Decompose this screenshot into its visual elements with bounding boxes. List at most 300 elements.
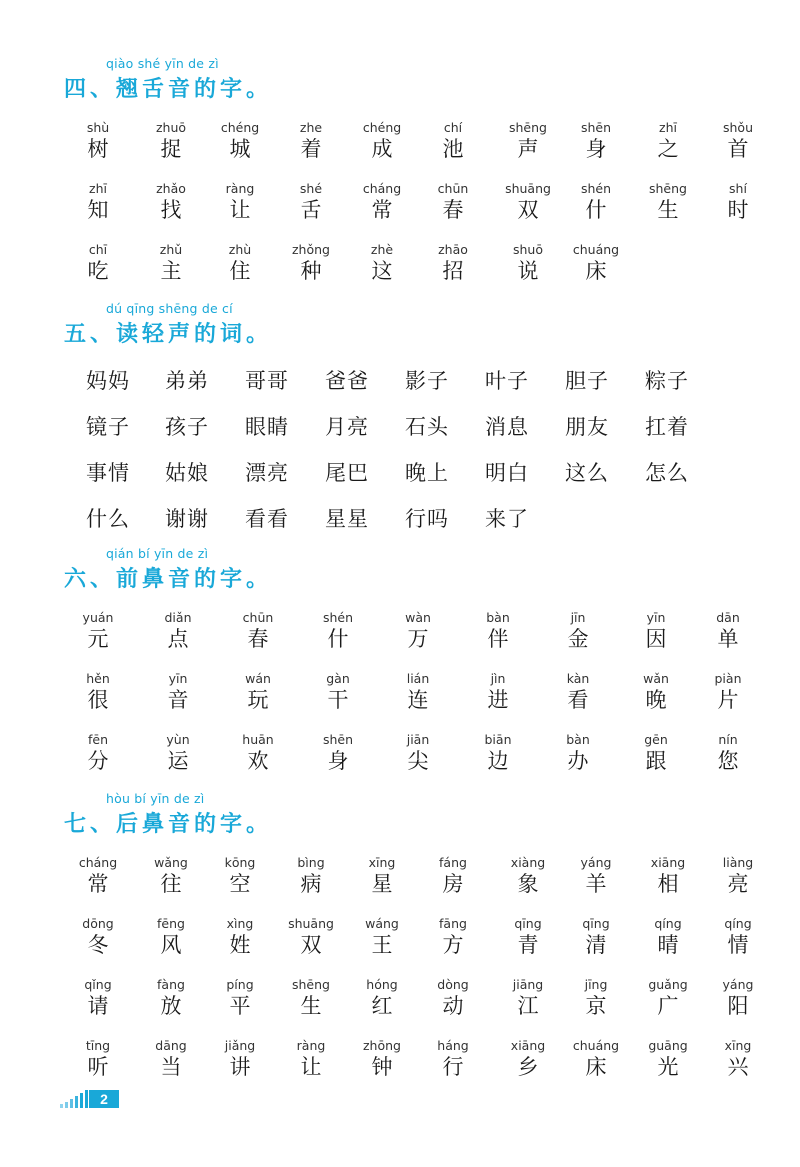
char-card xyxy=(63,671,133,713)
char-hanzi: 乡 xyxy=(517,1055,539,1079)
char-hanzi: 常 xyxy=(371,198,393,222)
char-card xyxy=(63,242,133,284)
char-hanzi: 捉 xyxy=(160,137,182,161)
char-pinyin: diǎn xyxy=(164,610,192,625)
section-heading-pinyin: qián bí yīn de zì xyxy=(106,546,209,561)
char-hanzi: 办 xyxy=(567,749,589,773)
char-hanzi: 亮 xyxy=(727,872,749,896)
char-hanzi: 成 xyxy=(371,137,393,161)
char-pinyin: shén xyxy=(580,181,612,196)
char-hanzi: 听 xyxy=(87,1055,109,1079)
char-card xyxy=(347,855,417,897)
char-pinyin: jīng xyxy=(584,977,608,992)
char-card xyxy=(223,671,293,713)
char-hanzi: 之 xyxy=(657,137,679,161)
section-heading-pinyin: qiào shé yīn de zì xyxy=(106,56,219,71)
word-item: 星星 xyxy=(325,507,369,531)
char-card xyxy=(561,120,631,162)
char-pinyin: fēn xyxy=(87,732,108,747)
char-card xyxy=(543,732,613,774)
char-card xyxy=(418,242,488,284)
char-card xyxy=(347,977,417,1019)
char-card xyxy=(205,181,275,223)
word-item: 镜子 xyxy=(86,415,130,439)
char-card xyxy=(143,671,213,713)
char-pinyin: shuāng xyxy=(505,181,551,196)
char-card xyxy=(205,120,275,162)
char-pinyin: shuō xyxy=(512,242,543,257)
char-hanzi: 广 xyxy=(657,994,679,1018)
char-hanzi: 什 xyxy=(585,198,607,222)
char-pinyin: hóng xyxy=(366,977,398,992)
char-hanzi: 元 xyxy=(87,627,109,651)
char-hanzi: 单 xyxy=(717,627,739,651)
char-card xyxy=(347,1038,417,1080)
char-card xyxy=(543,610,613,652)
char-pinyin: ràng xyxy=(296,1038,326,1053)
char-hanzi: 平 xyxy=(229,994,251,1018)
char-hanzi: 很 xyxy=(87,688,109,712)
char-pinyin: qíng xyxy=(724,916,752,931)
char-pinyin: xīng xyxy=(368,855,396,870)
char-pinyin: chūn xyxy=(242,610,274,625)
char-card xyxy=(223,610,293,652)
char-card xyxy=(543,671,613,713)
char-card xyxy=(303,732,373,774)
char-hanzi: 因 xyxy=(645,627,667,651)
char-card xyxy=(205,977,275,1019)
char-pinyin: ràng xyxy=(225,181,255,196)
char-hanzi: 连 xyxy=(407,688,429,712)
char-pinyin: dāng xyxy=(155,1038,187,1053)
char-pinyin: wǎn xyxy=(643,671,669,686)
char-hanzi: 冬 xyxy=(87,933,109,957)
char-pinyin: wàn xyxy=(405,610,431,625)
section-heading-title: 四、翘舌音的字。 xyxy=(64,77,273,102)
char-pinyin: fáng xyxy=(439,855,467,870)
char-hanzi: 床 xyxy=(585,259,607,283)
char-hanzi: 病 xyxy=(300,872,322,896)
char-hanzi: 舌 xyxy=(300,198,322,222)
word-item: 消息 xyxy=(485,415,529,439)
char-pinyin: lián xyxy=(406,671,430,686)
char-hanzi: 种 xyxy=(300,259,322,283)
char-hanzi: 阳 xyxy=(727,994,749,1018)
char-hanzi: 光 xyxy=(657,1055,679,1079)
char-pinyin: piàn xyxy=(714,671,742,686)
char-hanzi: 相 xyxy=(657,872,679,896)
char-card xyxy=(561,181,631,223)
char-pinyin: fāng xyxy=(439,916,467,931)
char-pinyin: qīng xyxy=(582,916,610,931)
char-hanzi: 动 xyxy=(442,994,464,1018)
word-item: 行吗 xyxy=(405,507,449,531)
char-card xyxy=(136,855,206,897)
char-pinyin: xìng xyxy=(226,916,254,931)
char-hanzi: 姓 xyxy=(229,933,251,957)
char-card xyxy=(276,916,346,958)
word-item: 看看 xyxy=(245,507,289,531)
char-pinyin: xiāng xyxy=(650,855,686,870)
char-pinyin: chuáng xyxy=(572,1038,620,1053)
char-card xyxy=(493,977,563,1019)
char-pinyin: chuáng xyxy=(572,242,620,257)
char-pinyin: dòng xyxy=(437,977,469,992)
char-hanzi: 身 xyxy=(327,749,349,773)
char-pinyin: chí xyxy=(443,120,463,135)
char-pinyin: shēn xyxy=(322,732,354,747)
char-card xyxy=(633,977,703,1019)
word-item: 石头 xyxy=(405,415,449,439)
word-item: 妈妈 xyxy=(86,369,130,393)
char-pinyin: qīng xyxy=(514,916,542,931)
char-card xyxy=(561,855,631,897)
page-footer xyxy=(58,1090,128,1108)
char-card xyxy=(703,916,773,958)
char-pinyin: liàng xyxy=(722,855,754,870)
char-pinyin: wáng xyxy=(365,916,399,931)
char-pinyin: bàn xyxy=(486,610,510,625)
char-hanzi: 常 xyxy=(87,872,109,896)
char-card xyxy=(561,1038,631,1080)
char-hanzi: 您 xyxy=(717,749,739,773)
char-hanzi: 风 xyxy=(160,933,182,957)
char-pinyin: zhù xyxy=(228,242,252,257)
char-hanzi: 进 xyxy=(487,688,509,712)
char-hanzi: 方 xyxy=(442,933,464,957)
word-item: 来了 xyxy=(485,507,529,531)
char-card xyxy=(463,732,533,774)
char-pinyin: zhǎo xyxy=(156,181,186,196)
char-pinyin: zhè xyxy=(370,242,394,257)
char-hanzi: 找 xyxy=(160,198,182,222)
char-pinyin: biān xyxy=(484,732,512,747)
char-hanzi: 身 xyxy=(585,137,607,161)
char-pinyin: gàn xyxy=(326,671,350,686)
char-hanzi: 空 xyxy=(229,872,251,896)
word-item: 眼睛 xyxy=(245,415,289,439)
char-hanzi: 请 xyxy=(87,994,109,1018)
char-pinyin: yīn xyxy=(168,671,188,686)
char-hanzi: 晴 xyxy=(657,933,679,957)
char-pinyin: shēn xyxy=(580,120,612,135)
char-pinyin: tīng xyxy=(85,1038,111,1053)
char-hanzi: 招 xyxy=(442,259,464,283)
char-card xyxy=(493,120,563,162)
section-heading-title: 五、读轻声的词。 xyxy=(64,322,273,347)
char-hanzi: 床 xyxy=(585,1055,607,1079)
char-card xyxy=(276,181,346,223)
word-item: 月亮 xyxy=(325,415,369,439)
char-hanzi: 金 xyxy=(567,627,589,651)
char-card xyxy=(276,120,346,162)
char-card xyxy=(703,977,773,1019)
char-hanzi: 城 xyxy=(229,137,251,161)
section-heading-title: 六、前鼻音的字。 xyxy=(64,567,273,592)
char-card xyxy=(143,610,213,652)
word-item: 明白 xyxy=(485,461,529,485)
word-item: 影子 xyxy=(405,369,449,393)
char-card xyxy=(276,855,346,897)
char-pinyin: jiān xyxy=(406,732,430,747)
char-card xyxy=(633,1038,703,1080)
char-hanzi: 象 xyxy=(517,872,539,896)
char-pinyin: shén xyxy=(322,610,354,625)
char-hanzi: 音 xyxy=(167,688,189,712)
char-pinyin: bàn xyxy=(566,732,590,747)
char-hanzi: 住 xyxy=(229,259,251,283)
word-item: 谢谢 xyxy=(165,507,209,531)
char-pinyin: zhǔ xyxy=(159,242,183,257)
char-hanzi: 首 xyxy=(727,137,749,161)
char-card xyxy=(418,916,488,958)
char-hanzi: 青 xyxy=(517,933,539,957)
char-pinyin: shǒu xyxy=(722,120,753,135)
word-item: 胆子 xyxy=(565,369,609,393)
char-pinyin: qǐng xyxy=(84,977,112,992)
char-pinyin: guǎng xyxy=(648,977,688,992)
char-card xyxy=(63,181,133,223)
char-pinyin: chī xyxy=(88,242,108,257)
char-pinyin: guāng xyxy=(648,1038,688,1053)
char-card xyxy=(63,610,133,652)
char-card xyxy=(383,671,453,713)
char-hanzi: 放 xyxy=(160,994,182,1018)
char-pinyin: jìn xyxy=(490,671,506,686)
char-hanzi: 跟 xyxy=(645,749,667,773)
char-pinyin: shí xyxy=(729,181,747,196)
word-item: 漂亮 xyxy=(245,461,289,485)
char-pinyin: yáng xyxy=(580,855,612,870)
char-card xyxy=(418,977,488,1019)
char-hanzi: 羊 xyxy=(585,872,607,896)
char-hanzi: 生 xyxy=(657,198,679,222)
char-pinyin: gēn xyxy=(644,732,668,747)
char-card xyxy=(63,916,133,958)
char-pinyin: dōng xyxy=(82,916,114,931)
char-hanzi: 什 xyxy=(327,627,349,651)
char-hanzi: 这 xyxy=(371,259,393,283)
char-card xyxy=(493,1038,563,1080)
char-card xyxy=(205,916,275,958)
char-pinyin: jiāng xyxy=(512,977,544,992)
char-hanzi: 玩 xyxy=(247,688,269,712)
char-hanzi: 双 xyxy=(517,198,539,222)
char-pinyin: chéng xyxy=(362,120,402,135)
word-item: 晚上 xyxy=(405,461,449,485)
char-hanzi: 干 xyxy=(327,688,349,712)
char-card xyxy=(136,120,206,162)
char-pinyin: zhuō xyxy=(155,120,187,135)
char-pinyin: zhǒng xyxy=(292,242,330,257)
char-pinyin: wǎng xyxy=(154,855,188,870)
char-hanzi: 声 xyxy=(517,137,539,161)
char-pinyin: shēng xyxy=(649,181,687,196)
word-item: 扛着 xyxy=(645,415,689,439)
char-card xyxy=(621,671,691,713)
char-card xyxy=(205,1038,275,1080)
word-item: 怎么 xyxy=(645,461,689,485)
char-pinyin: zhī xyxy=(659,120,677,135)
char-card xyxy=(223,732,293,774)
char-pinyin: jīn xyxy=(570,610,586,625)
char-card xyxy=(136,1038,206,1080)
char-card xyxy=(63,120,133,162)
char-hanzi: 树 xyxy=(87,137,109,161)
char-card xyxy=(493,181,563,223)
char-card xyxy=(561,242,631,284)
char-card xyxy=(136,916,206,958)
word-item: 爸爸 xyxy=(325,369,369,393)
char-pinyin: shēng xyxy=(292,977,330,992)
word-item: 粽子 xyxy=(645,369,689,393)
char-pinyin: wán xyxy=(245,671,271,686)
char-hanzi: 春 xyxy=(442,198,464,222)
char-hanzi: 行 xyxy=(442,1055,464,1079)
char-hanzi: 运 xyxy=(167,749,189,773)
char-card xyxy=(276,977,346,1019)
char-pinyin: bìng xyxy=(297,855,325,870)
char-pinyin: zhī xyxy=(89,181,107,196)
char-pinyin: hěn xyxy=(86,671,110,686)
char-card xyxy=(463,610,533,652)
char-card xyxy=(703,181,773,223)
char-card xyxy=(63,1038,133,1080)
signal-bars-icon xyxy=(58,1090,88,1108)
char-card xyxy=(276,1038,346,1080)
char-hanzi: 情 xyxy=(727,933,749,957)
char-hanzi: 晚 xyxy=(645,688,667,712)
char-hanzi: 清 xyxy=(585,933,607,957)
char-card xyxy=(383,732,453,774)
char-card xyxy=(63,732,133,774)
char-hanzi: 王 xyxy=(371,933,393,957)
char-card xyxy=(693,671,763,713)
word-item: 这么 xyxy=(565,461,609,485)
char-pinyin: zhōng xyxy=(363,1038,401,1053)
char-card xyxy=(621,732,691,774)
char-pinyin: cháng xyxy=(362,181,402,196)
char-pinyin: shēng xyxy=(509,120,547,135)
char-pinyin: dān xyxy=(716,610,740,625)
char-card xyxy=(276,242,346,284)
char-pinyin: shuāng xyxy=(288,916,334,931)
char-hanzi: 当 xyxy=(160,1055,182,1079)
char-card xyxy=(493,855,563,897)
word-item: 姑娘 xyxy=(165,461,209,485)
char-pinyin: fēng xyxy=(157,916,185,931)
char-hanzi: 生 xyxy=(300,994,322,1018)
char-hanzi: 着 xyxy=(300,137,322,161)
char-pinyin: qíng xyxy=(654,916,682,931)
char-hanzi: 边 xyxy=(487,749,509,773)
char-hanzi: 红 xyxy=(371,994,393,1018)
char-hanzi: 吃 xyxy=(87,259,109,283)
char-card xyxy=(633,855,703,897)
char-card xyxy=(143,732,213,774)
word-item: 什么 xyxy=(86,507,130,531)
char-card xyxy=(633,120,703,162)
char-hanzi: 江 xyxy=(517,994,539,1018)
char-pinyin: fàng xyxy=(157,977,185,992)
char-card xyxy=(418,120,488,162)
char-card xyxy=(621,610,691,652)
char-card xyxy=(136,181,206,223)
word-item: 朋友 xyxy=(565,415,609,439)
char-card xyxy=(693,610,763,652)
char-pinyin: zhe xyxy=(299,120,323,135)
char-hanzi: 兴 xyxy=(727,1055,749,1079)
char-hanzi: 伴 xyxy=(487,627,509,651)
char-card xyxy=(418,181,488,223)
char-hanzi: 万 xyxy=(407,627,429,651)
char-hanzi: 房 xyxy=(442,872,464,896)
char-hanzi: 双 xyxy=(300,933,322,957)
char-card xyxy=(136,242,206,284)
word-item: 尾巴 xyxy=(325,461,369,485)
char-pinyin: píng xyxy=(226,977,254,992)
char-card xyxy=(303,671,373,713)
char-hanzi: 春 xyxy=(247,627,269,651)
char-card xyxy=(347,181,417,223)
char-pinyin: shù xyxy=(86,120,110,135)
char-hanzi: 分 xyxy=(87,749,109,773)
word-item: 叶子 xyxy=(485,369,529,393)
char-card xyxy=(633,181,703,223)
char-card xyxy=(493,916,563,958)
word-item: 弟弟 xyxy=(165,369,209,393)
char-pinyin: xiāng xyxy=(510,1038,546,1053)
char-card xyxy=(561,916,631,958)
char-card xyxy=(418,1038,488,1080)
char-card xyxy=(205,855,275,897)
char-pinyin: nín xyxy=(718,732,738,747)
char-pinyin: kōng xyxy=(224,855,256,870)
char-pinyin: cháng xyxy=(78,855,118,870)
char-hanzi: 时 xyxy=(727,198,749,222)
char-pinyin: yīn xyxy=(646,610,666,625)
char-hanzi: 钟 xyxy=(371,1055,393,1079)
char-pinyin: shé xyxy=(299,181,323,196)
char-card xyxy=(703,855,773,897)
char-pinyin: chūn xyxy=(437,181,469,196)
char-card xyxy=(63,855,133,897)
page-number: 2 xyxy=(89,1090,119,1108)
char-hanzi: 主 xyxy=(160,259,182,283)
char-card xyxy=(418,855,488,897)
char-card xyxy=(303,610,373,652)
char-card xyxy=(205,242,275,284)
word-item: 事情 xyxy=(86,461,130,485)
char-card xyxy=(347,916,417,958)
char-pinyin: huān xyxy=(242,732,274,747)
section-heading-pinyin: hòu bí yīn de zì xyxy=(106,791,205,806)
char-card xyxy=(383,610,453,652)
char-card xyxy=(463,671,533,713)
char-card xyxy=(347,242,417,284)
char-card xyxy=(347,120,417,162)
section-heading-title: 七、后鼻音的字。 xyxy=(64,812,273,837)
char-hanzi: 星 xyxy=(371,872,393,896)
char-card xyxy=(561,977,631,1019)
char-card xyxy=(703,120,773,162)
char-hanzi: 让 xyxy=(229,198,251,222)
char-card xyxy=(136,977,206,1019)
char-card xyxy=(703,1038,773,1080)
char-hanzi: 池 xyxy=(442,137,464,161)
char-pinyin: jiǎng xyxy=(224,1038,256,1053)
char-hanzi: 让 xyxy=(300,1055,322,1079)
